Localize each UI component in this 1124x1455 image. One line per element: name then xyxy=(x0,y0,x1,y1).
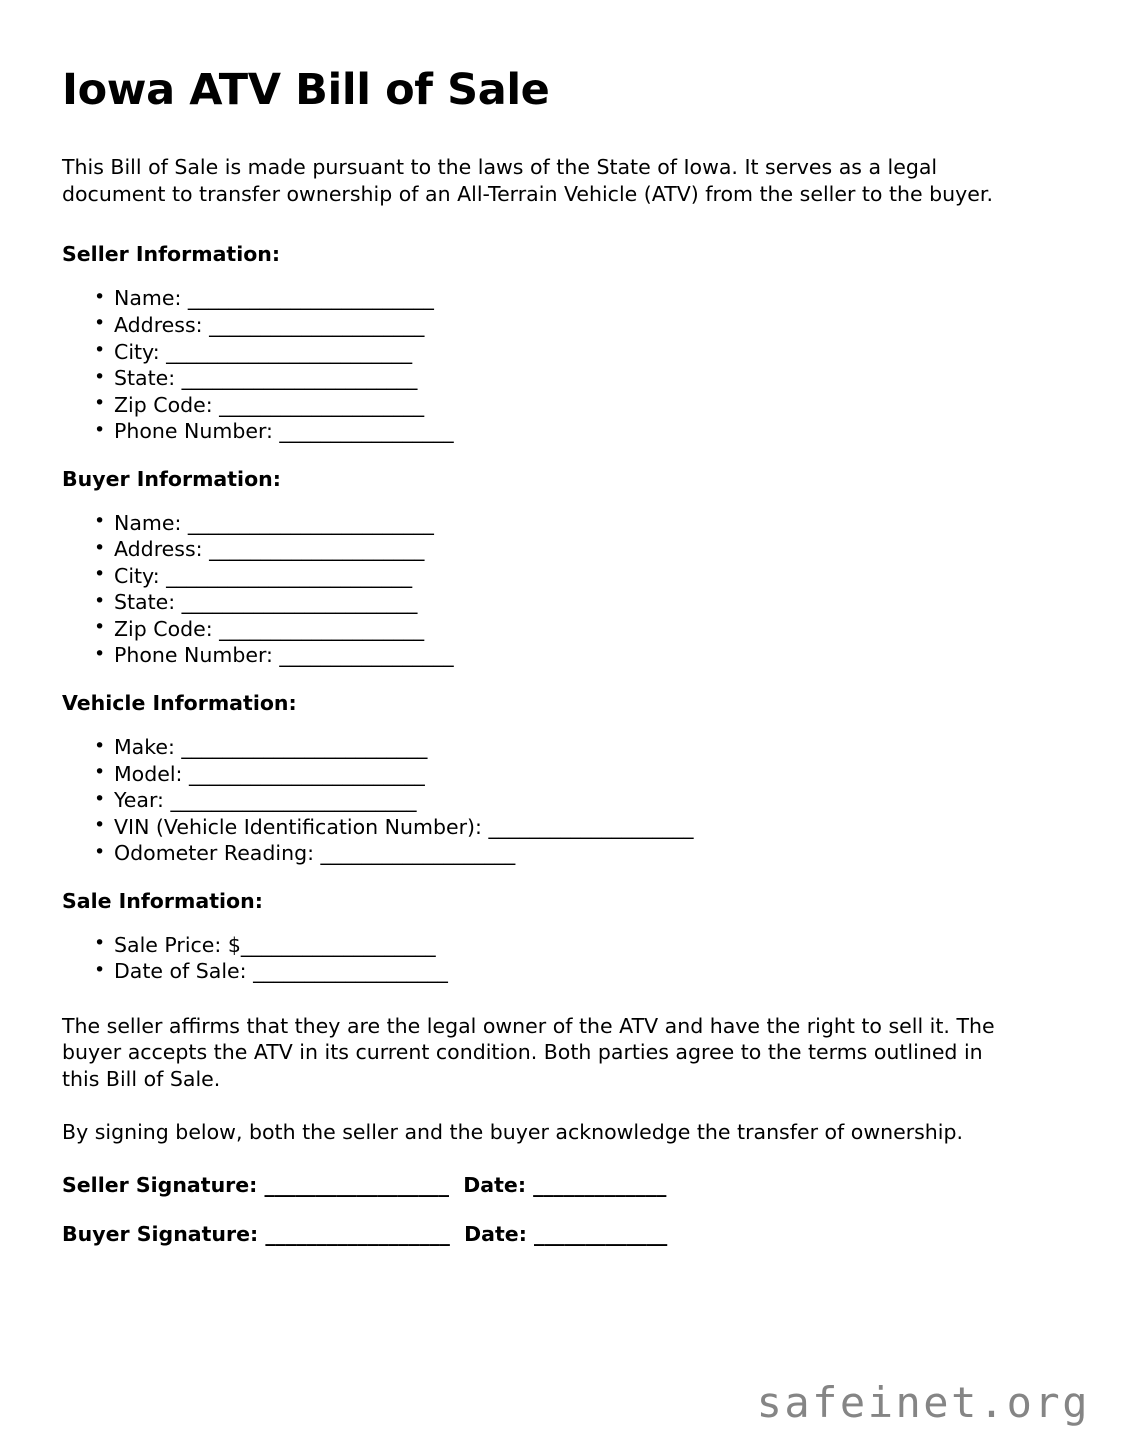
document-content xyxy=(62,66,1062,1246)
list-item[interactable]: • Sale Price: $___________________ xyxy=(62,932,1062,959)
seller-signature-line[interactable]: Seller Signature: __________________ Date: _____________ xyxy=(62,1173,667,1198)
list-item[interactable]: • Address: _____________________ xyxy=(62,536,1062,563)
list-item[interactable]: • Year: ________________________ xyxy=(62,787,1062,814)
spacer xyxy=(62,266,1062,285)
vehicle-field-list xyxy=(62,734,1062,867)
vehicle-information-heading: Vehicle Information: xyxy=(62,691,297,715)
spacer xyxy=(62,445,1062,467)
list-item[interactable]: • City: ________________________ xyxy=(62,563,1062,590)
list-item[interactable]: • Model: _______________________ xyxy=(62,761,1062,788)
seller-field-list xyxy=(62,285,1062,444)
list-item[interactable]: • Zip Code: ____________________ xyxy=(62,392,1062,419)
list-item[interactable]: • Date of Sale: ___________________ xyxy=(62,958,1062,985)
spacer xyxy=(62,985,1062,1013)
affirmation-paragraph: The seller affirms that they are the legal owner of the ATV and have the right to sell it. The buyer accepts the ATV in its current condition. Both parties agree to the terms outlined in this Bill of Sale. xyxy=(62,1013,995,1092)
list-item[interactable]: • Phone Number: _________________ xyxy=(62,418,1062,445)
list-item[interactable]: • State: _______________________ xyxy=(62,365,1062,392)
spacer xyxy=(62,1093,1062,1119)
page-title: Iowa ATV Bill of Sale xyxy=(62,65,550,115)
spacer xyxy=(62,1197,1062,1222)
list-item[interactable]: • Name: ________________________ xyxy=(62,285,1062,312)
spacer xyxy=(62,715,1062,734)
list-item[interactable]: • Name: ________________________ xyxy=(62,510,1062,537)
buyer-field-list xyxy=(62,510,1062,669)
spacer xyxy=(62,913,1062,932)
list-item[interactable]: • Odometer Reading: ___________________ xyxy=(62,840,1062,867)
list-item[interactable]: • Phone Number: _________________ xyxy=(62,642,1062,669)
intro-paragraph: This Bill of Sale is made pursuant to the laws of the State of Iowa. It serves as a legal document to transfer ownership of an All-Terrain Vehicle (ATV) from the seller to the buyer. xyxy=(62,155,993,206)
seller-information-heading: Seller Information: xyxy=(62,242,281,267)
list-item[interactable]: • State: _______________________ xyxy=(62,589,1062,616)
spacer xyxy=(62,491,1062,510)
list-item[interactable]: • Zip Code: ____________________ xyxy=(62,616,1062,643)
spacer xyxy=(62,1145,1062,1173)
sale-information-heading: Sale Information: xyxy=(62,888,263,913)
sale-field-list xyxy=(62,932,1062,985)
list-item[interactable]: • Make: ________________________ xyxy=(62,734,1062,761)
list-item[interactable]: • VIN (Vehicle Identification Number): ____________________ xyxy=(62,814,1062,841)
spacer xyxy=(62,669,1062,691)
list-item[interactable]: • Address: _____________________ xyxy=(62,312,1062,339)
spacer xyxy=(62,867,1062,889)
buyer-signature-line[interactable]: Buyer Signature: __________________ Date: _____________ xyxy=(62,1222,668,1247)
site-watermark: safeinet.org xyxy=(756,1378,1090,1427)
spacer xyxy=(62,207,1062,242)
acknowledgement-paragraph: By signing below, both the seller and the buyer acknowledge the transfer of ownership. xyxy=(62,1119,964,1144)
buyer-information-heading: Buyer Information: xyxy=(62,466,281,491)
list-item[interactable]: • City: ________________________ xyxy=(62,339,1062,366)
